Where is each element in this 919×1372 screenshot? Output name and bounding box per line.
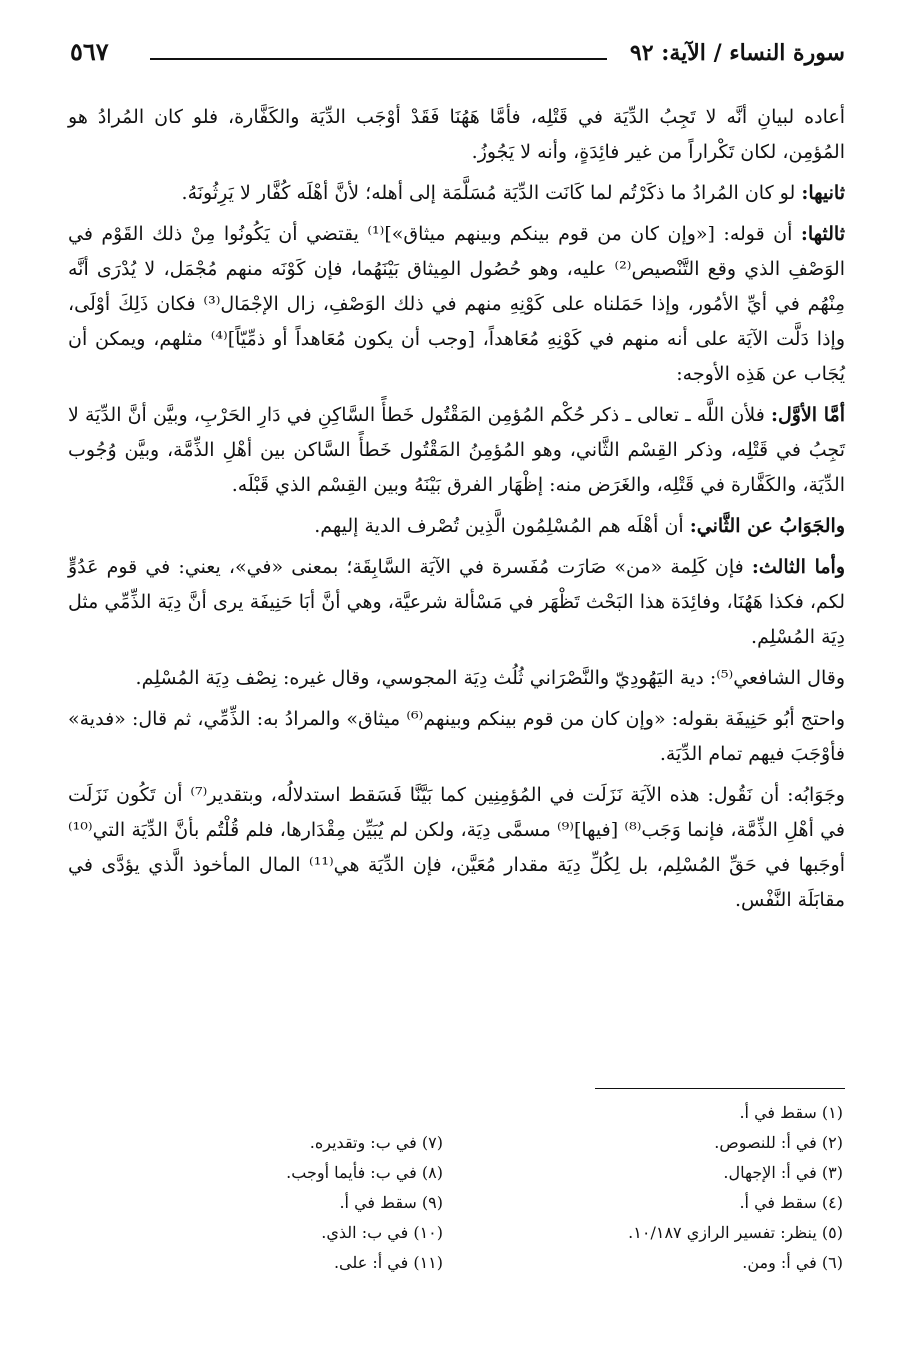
paragraph-label: ثالثها:: [800, 223, 845, 245]
paragraph: [68, 702, 845, 772]
footnote: (١١) في أ: على.: [333, 1253, 443, 1272]
header-rule: [150, 58, 607, 60]
paragraph: [68, 176, 845, 211]
paragraph-label: ثانيها:: [801, 182, 845, 204]
footnote-rule: [595, 1088, 845, 1089]
paragraph-text: وجَوَابُه: أن نَقُول: هذه الآيَة نَزَلَت في المُؤمِنِين كما بَيَّنَّا فَسَقط استدلالُه، وبتقدير⁽⁷⁾ أن تَكُون نَزَلَت في أهْلِ الذِّمَّة، فإنما وَجَب⁽⁸⁾ [فيها]⁽⁹⁾ مسمَّى دِيَة، ولكن لم يُبَيِّن مِقْدَارها، فلم قُلْتُم بأنَّ الدِّيَة التي⁽¹⁰⁾ أوجَبها في حَقِّ المُسْلِم، بل لِكُلِّ دِيَة مقدار مُعَيَّن، فإن الدِّيَة هي⁽¹¹⁾ المال المأخوذ الَّذي يؤدَّى في مقابَلَة النَّفْس.: [68, 784, 846, 911]
footnote: (٨) في ب: فأيما أوجب.: [286, 1163, 443, 1182]
footnote: (٣) في أ: الإجهال.: [723, 1163, 843, 1182]
footnote: (١) سقط في أ.: [739, 1103, 843, 1122]
paragraph-text: وقال الشافعي⁽⁵⁾: دية اليَهُودِيّ والنَّصْرَاني ثُلُث دِيَة المجوسي، وقال غيره: نِصْف دِيَة المُسْلِم.: [135, 667, 845, 689]
paragraph-text: فإن كَلِمة «من» صَارَت مُفَسرة في الآيَة السَّابِقَة؛ بمعنى «في»، يعني: في قوم عَدُوٍّ لكم، فكذا هَهُنَا، وفائِدَة هذا البَحْث تَظْهَر في مَسْألة شرعيَّة، وهي أنَّ أبَا حَنِيفَة يرى أنَّ دِيَة الذِّمِّي مثل دِيَة المُسْلِم.: [68, 556, 845, 648]
footnote: (٧) في ب: وتقديره.: [309, 1133, 443, 1152]
paragraph-label: والجَوَابُ عن الثَّاني:: [689, 515, 845, 537]
footnotes: [80, 1098, 843, 1328]
footnote: (٢) في أ: للنصوص.: [714, 1133, 843, 1152]
footnote: (٥) ينظر: تفسير الرازي ١٠/١٨٧.: [628, 1223, 843, 1242]
main-text: [68, 100, 845, 924]
paragraph: [68, 661, 845, 696]
footnote: (٤) سقط في أ.: [739, 1193, 843, 1212]
paragraph: [68, 550, 845, 655]
page-number: ٥٦٧: [70, 37, 109, 66]
paragraph: [68, 778, 845, 918]
paragraph-text: أعاده لبيانِ أنَّه لا تَجِبُ الدِّيَة في قَتْلِه، فأمَّا هَهُنَا فَقَدْ أوْجَب الدِّيَة والكَفَّارة، فلو كان المُرادُ هو المُؤمِن، لكان تَكْراراً من غير فائِدَةٍ، وأنه لا يَجُوزُ.: [68, 106, 845, 163]
running-title: سورة النساء / الآية: ٩٢: [629, 40, 845, 66]
footnotes-column-left: [143, 1098, 443, 1278]
paragraph-label: وأما الثالث:: [751, 556, 845, 578]
paragraph-text: واحتج أبُو حَنِيفَة بقوله: «وإن كان من قوم بينكم وبينهم⁽⁶⁾ ميثاق» والمرادُ به: الذِّمِّي، ثم قال: «فدية» فأوْجَبَ فيهم تمام الدِّيَة.: [68, 708, 845, 765]
page-header: [70, 32, 845, 72]
paragraph-text: أن أهْلَه هم المُسْلِمُون الَّذِين تُصْرف الدية إليهم.: [314, 515, 684, 537]
paragraph-text: فلأن اللَّه ـ تعالى ـ ذكر حُكْم المُؤمِن المَقْتُول خَطأً السَّاكِنِ في دَارِ الحَرْبِ، وبيَّن أنَّ الدِّيَة لا تَجِبُ في قَتْلِه، وذكر القِسْم الثَّاني، وهو المُؤمِنُ المَقْتُول خَطأً السَّاكن بين أهْلِ الذِّمَّة، وبيَّن وُجُوب الدِّيَة، والكَفَّارة في قَتْلِه، والغَرَض منه: إظْهَار الفرق بَيْنَهُ وبين القِسْم الذي قَبْلَه.: [68, 404, 845, 496]
paragraph: [68, 100, 845, 170]
paragraph-text: أن قوله: [«وإن كان من قوم بينكم وبينهم ميثاق»]⁽¹⁾ يقتضي أن يَكُونُوا مِنْ ذلك القَوْم في الوَصْفِ الذي وقع التَّنْصيص⁽²⁾ عليه، وهو حُصُول المِيثاق بَيْنَهُما، فإن كَوْنَه منهم مُجْمَل، لا يُدْرَى أنَّه مِنْهُم في أيِّ الأمُور، وإذا حَمَلناه على كَوْنِهِ منهم في ذلك الوَصْفِ، زال الإجْمَال⁽³⁾ فكان ذَلِكَ أوْلَى، وإذا دَلَّت الآيَة على أنه منهم في كَوْنِهِ مُعَاهداً، [وجب أن يكون مُعَاهداً أو ذمِّيّاً]⁽⁴⁾ مثلهم، ويمكن أن يُجَاب عن هَذِه الأوجه:: [68, 223, 845, 385]
paragraph-label: أمَّا الأوَّل:: [770, 404, 846, 426]
footnote: (١٠) في ب: الذي.: [321, 1223, 443, 1242]
footnotes-column-right: [483, 1098, 843, 1278]
footnote: (٦) في أ: ومن.: [742, 1253, 843, 1272]
paragraph: [68, 217, 845, 392]
paragraph-text: لو كان المُرادُ ما ذكَرْتُم لما كَانَت الدِّيَة مُسَلَّمَة إلى أهله؛ لأنَّ أهْلَه كُفَّار لا يَرِثُونَهُ.: [181, 182, 796, 204]
paragraph: [68, 509, 845, 544]
footnote: (٩) سقط في أ.: [339, 1193, 443, 1212]
paragraph: [68, 398, 845, 503]
